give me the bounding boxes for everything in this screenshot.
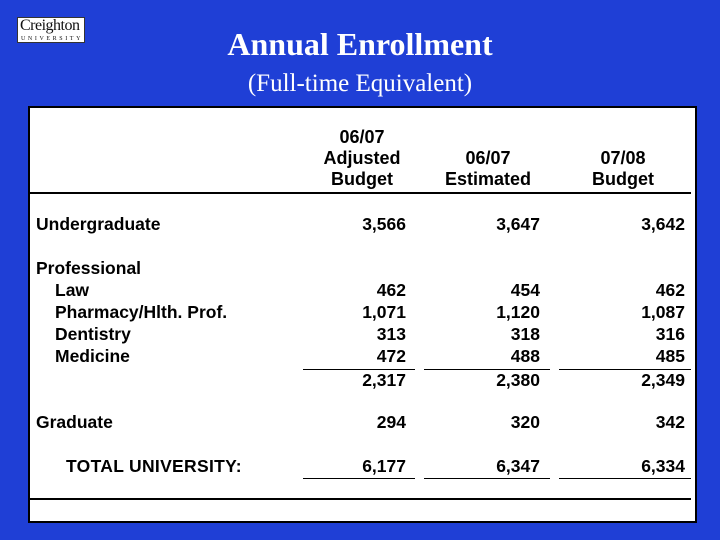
professional-subtotal: 2,380: [496, 370, 540, 390]
professional-value: 316: [655, 324, 685, 344]
professional-value: 1,071: [362, 302, 406, 322]
logo-name: Creighton: [20, 17, 80, 34]
professional-value: 454: [510, 280, 540, 300]
professional-row-label: Medicine: [55, 346, 130, 366]
total-value: 6,334: [641, 456, 685, 476]
header-rule: [30, 192, 691, 194]
undergraduate-value: 3,566: [362, 214, 406, 234]
col-header-estimated: 06/07 Estimated: [444, 148, 532, 189]
graduate-value: 320: [510, 412, 540, 432]
total-rule: [559, 478, 691, 479]
bottom-rule: [30, 498, 691, 500]
professional-row-label: Dentistry: [55, 324, 131, 344]
slide-subtitle: (Full-time Equivalent): [247, 70, 473, 97]
graduate-value: 342: [655, 412, 685, 432]
graduate-label: Graduate: [36, 412, 113, 432]
total-rule: [303, 478, 415, 479]
total-value: 6,177: [362, 456, 406, 476]
professional-value: 313: [376, 324, 406, 344]
professional-value: 1,087: [641, 302, 685, 322]
professional-label: Professional: [36, 258, 142, 278]
professional-row-label: Pharmacy/Hlth. Prof.: [55, 302, 228, 322]
graduate-value: 294: [376, 412, 406, 432]
total-rule: [424, 478, 550, 479]
professional-value: 462: [655, 280, 685, 300]
professional-value: 472: [376, 346, 406, 366]
logo-subtitle: UNIVERSITY: [21, 36, 83, 42]
enrollment-table: [28, 106, 697, 523]
professional-subtotal: 2,349: [641, 370, 685, 390]
professional-value: 318: [510, 324, 540, 344]
total-label: TOTAL UNIVERSITY:: [66, 456, 242, 476]
professional-subtotal: 2,317: [362, 370, 406, 390]
professional-value: 488: [510, 346, 540, 366]
professional-value: 462: [376, 280, 406, 300]
slide-title: Annual Enrollment: [227, 26, 493, 62]
total-value: 6,347: [496, 456, 540, 476]
col-header-adjusted-budget: 06/07 Adjusted Budget: [323, 127, 401, 189]
undergraduate-label: Undergraduate: [36, 214, 161, 234]
professional-row-label: Law: [55, 280, 90, 300]
undergraduate-value: 3,647: [496, 214, 540, 234]
professional-value: 485: [655, 346, 685, 366]
undergraduate-value: 3,642: [641, 214, 685, 234]
col-header-budget: 07/08 Budget: [592, 148, 654, 189]
professional-value: 1,120: [496, 302, 540, 322]
